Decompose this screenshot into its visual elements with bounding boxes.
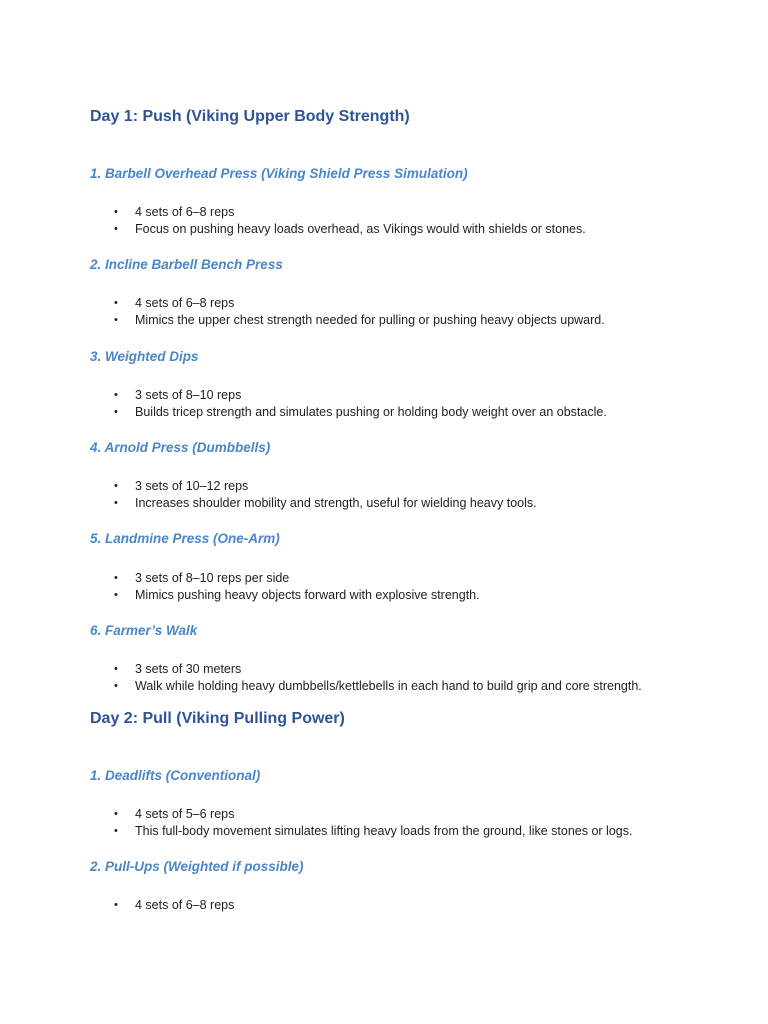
bullet-icon: • — [114, 572, 118, 584]
bullet-icon: • — [114, 206, 118, 218]
exercise-heading: 2. Incline Barbell Bench Press — [90, 257, 283, 272]
bullet-icon: • — [114, 497, 118, 509]
document-page: Day 1: Push (Viking Upper Body Strength) 1. Barbell Overhead Press (Viking Shield Press Simulation) • 4 sets of 6–8 reps • Focus on pushing heavy loads overhead, as Vikings would with shields or stones. 2. Incline Barbell Bench Press • 4 sets of 6–8 reps • Mimics the upper chest strength needed for pulling or pushing heavy objects upward. 3. Weighted Dips • 3 sets of 8–10 reps • Builds tricep strength and simulates pushing or holding body weight over an obstacle. 4. Arnold Press (Dumbbells) • 3 sets of 10–12 reps • Increases shoulder mobility and strength, useful for wielding heavy tools. 5. Landmine Press (One-Arm) • 3 sets of 8–10 reps per side • Mimics pushing heavy objects forward with explosive strength. 6. Farmer’s Walk • 3 sets of 30 meters • Walk while holding heavy dumbbells/kettlebells in each hand to build grip and core strength. Day 2: Pull (Viking Pulling Power) 1. Deadlifts (Conventional) • 4 sets of 5–6 reps • This full-body movement simulates lifting heavy loads from the ground, like stones or logs. 2. Pull-Ups (Weighted if possible) • 4 sets of 6–8 reps — [0, 0, 768, 1024]
bullet-icon: • — [114, 680, 118, 692]
exercise-heading: 4. Arnold Press (Dumbbells) — [90, 440, 271, 455]
bullet-icon: • — [114, 825, 118, 837]
bullet-icon: • — [114, 480, 118, 492]
exercise-heading: 1. Barbell Overhead Press (Viking Shield Press Simulation) — [90, 166, 468, 181]
day-heading: Day 1: Push (Viking Upper Body Strength) — [90, 108, 410, 125]
bullet-icon: • — [114, 663, 118, 675]
bullet-icon: • — [114, 314, 118, 326]
bullet-icon: • — [114, 406, 118, 418]
bullet-icon: • — [114, 808, 118, 820]
exercise-heading: 3. Weighted Dips — [90, 349, 199, 364]
exercise-heading: 1. Deadlifts (Conventional) — [90, 768, 261, 783]
exercise-heading: 6. Farmer’s Walk — [90, 623, 198, 638]
exercise-heading: 2. Pull-Ups (Weighted if possible) — [90, 859, 304, 874]
bullet-icon: • — [114, 223, 118, 235]
bullet-icon: • — [114, 297, 118, 309]
bullet-icon: • — [114, 389, 118, 401]
exercise-heading: 5. Landmine Press (One-Arm) — [90, 531, 280, 546]
bullet-icon: • — [114, 899, 118, 911]
bullet-icon: • — [114, 589, 118, 601]
day-heading: Day 2: Pull (Viking Pulling Power) — [90, 710, 345, 727]
